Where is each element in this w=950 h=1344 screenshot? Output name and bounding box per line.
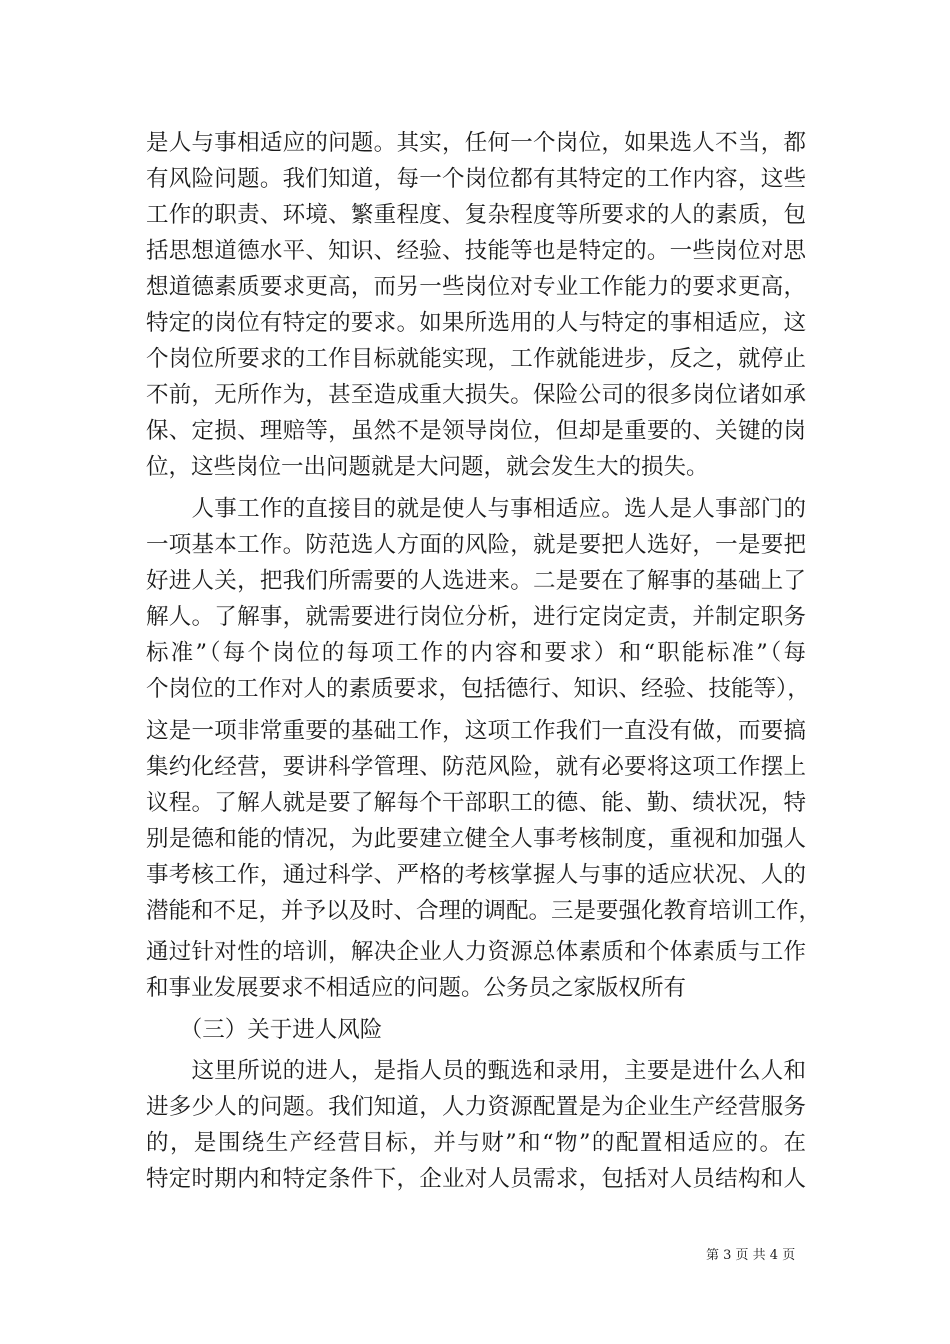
text-line-15: 标准”（每个岗位的每项工作的内容和要求）和“职能标准”（每 (146, 640, 806, 666)
text-line-22: 潜能和不足，并予以及时、合理的调配。三是要强化教育培训工作， (146, 898, 822, 924)
text-line-11: 人事工作的直接目的就是使人与事相适应。选人是人事部门的 (146, 496, 806, 522)
text-line-10: 位，这些岗位一出问题就是大问题，就会发生大的损失。 (146, 454, 709, 480)
text-line-18: 集约化经营，要讲科学管理、防范风险，就有必要将这项工作摆上 (146, 754, 806, 780)
text-line-26: 这里所说的进人，是指人员的甄选和录用，主要是进什么人和 (146, 1058, 806, 1084)
text-line-29: 特定时期内和特定条件下，企业对人员需求，包括对人员结构和人 (146, 1166, 806, 1192)
text-line-28: 的，是围绕生产经营目标，并与财”和“物”的配置相适应的。在 (146, 1130, 806, 1156)
text-line-21: 事考核工作，通过科学、严格的考核掌握人与事的适应状况、人的 (146, 862, 806, 888)
text-line-27: 进多少人的问题。我们知道，人力资源配置是为企业生产经营服务 (146, 1094, 806, 1120)
text-line-2: 有风险问题。我们知道，每一个岗位都有其特定的工作内容，这些 (146, 166, 806, 192)
text-line-14: 解人。了解事，就需要进行岗位分析，进行定岗定责，并制定职务 (146, 604, 806, 630)
text-line-24: 和事业发展要求不相适应的问题。公务员之家版权所有 (146, 975, 687, 1001)
page-number: 第 3 页 共 4 页 (706, 1248, 796, 1263)
text-line-23: 通过针对性的培训，解决企业人力资源总体素质和个体素质与工作 (146, 939, 806, 965)
text-line-17: 这是一项非常重要的基础工作，这项工作我们一直没有做，而要搞 (146, 718, 806, 744)
text-line-13: 好进人关，把我们所需要的人选进来。二是要在了解事的基础上了 (146, 568, 806, 594)
text-line-16: 个岗位的工作对人的素质要求，包括德行、知识、经验、技能等）， (146, 676, 810, 702)
text-line-3: 工作的职责、环境、繁重程度、复杂程度等所要求的人的素质，包 (146, 202, 806, 228)
text-line-6: 特定的岗位有特定的要求。如果所选用的人与特定的事相适应，这 (146, 310, 806, 336)
text-line-20: 别是德和能的情况，为此要建立健全人事考核制度，重视和加强人 (146, 826, 806, 852)
text-line-4: 括思想道德水平、知识、经验、技能等也是特定的。一些岗位对思 (146, 238, 806, 264)
text-line-1: 是人与事相适应的问题。其实，任何一个岗位，如果选人不当，都 (146, 130, 806, 156)
text-line-9: 保、定损、理赔等，虽然不是领导岗位，但却是重要的、关键的岗 (146, 418, 806, 444)
text-line-5: 想道德素质要求更高，而另一些岗位对专业工作能力的要求更高， (146, 274, 806, 300)
section-heading: （三）关于进人风险 (146, 1017, 383, 1043)
text-line-12: 一项基本工作。防范选人方面的风险，就是要把人选好，一是要把 (146, 532, 806, 558)
text-line-7: 个岗位所要求的工作目标就能实现，工作就能进步，反之，就停止 (146, 346, 806, 372)
text-line-8: 不前，无所作为，甚至造成重大损失。保险公司的很多岗位诸如承 (146, 382, 806, 408)
text-line-19: 议程。了解人就是要了解每个干部职工的德、能、勤、绩状况，特 (146, 790, 806, 816)
